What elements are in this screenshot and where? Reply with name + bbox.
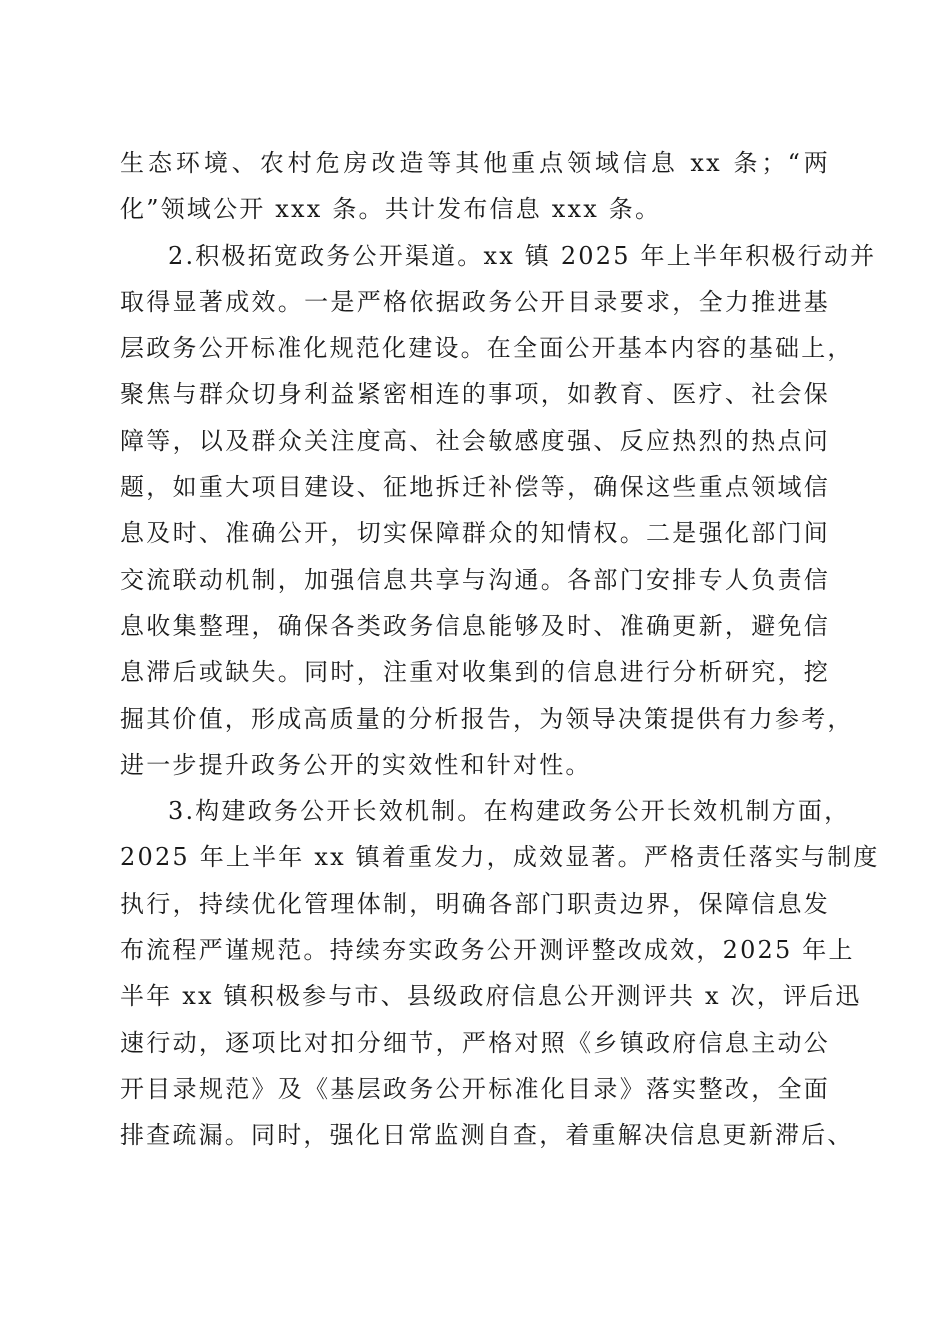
text-line: 速行动，逐项比对扣分细节，严格对照《乡镇政府信息主动公 bbox=[120, 1028, 830, 1057]
text-line: 2.积极拓宽政务公开渠道。xx 镇 2025 年上半年积极行动并 bbox=[168, 241, 877, 270]
text-line: 生态环境、农村危房改造等其他重点领域信息 xx 条；“两 bbox=[120, 149, 830, 177]
text-line: 聚焦与群众切身利益紧密相连的事项，如教育、医疗、社会保 bbox=[120, 380, 830, 409]
text-line: 半年 xx 镇积极参与市、县级政府信息公开测评共 x 次，评后迅 bbox=[120, 982, 862, 1011]
text-line: 息收集整理，确保各类政务信息能够及时、准确更新，避免信 bbox=[120, 611, 830, 640]
text-line: 交流联动机制，加强信息共享与沟通。各部门安排专人负责信 bbox=[120, 565, 830, 594]
text-line: 息滞后或缺失。同时，注重对收集到的信息进行分析研究，挖 bbox=[120, 658, 830, 687]
text-line: 掘其价值，形成高质量的分析报告，为领导决策提供有力参考， bbox=[120, 704, 854, 733]
text-line: 息及时、准确公开，切实保障群众的知情权。二是强化部门间 bbox=[120, 519, 830, 548]
text-line: 2025 年上半年 xx 镇着重发力，成效显著。严格责任落实与制度 bbox=[120, 843, 880, 872]
text-line: 执行，持续优化管理体制，明确各部门职责边界，保障信息发 bbox=[120, 889, 830, 918]
text-line: 排查疏漏。同时，强化日常监测自查，着重解决信息更新滞后、 bbox=[120, 1121, 854, 1150]
text-line: 层政务公开标准化规范化建设。在全面公开基本内容的基础上， bbox=[120, 334, 854, 363]
paragraph-3 bbox=[120, 788, 880, 1158]
text-line: 题，如重大项目建设、征地拆迁补偿等，确保这些重点领域信 bbox=[120, 473, 830, 502]
text-line: 3.构建政务公开长效机制。在构建政务公开长效机制方面， bbox=[168, 797, 851, 826]
paragraph-2 bbox=[120, 233, 877, 789]
text-line: 化”领域公开 xxx 条。共计发布信息 xxx 条。 bbox=[120, 195, 662, 224]
text-line: 障等，以及群众关注度高、社会敏感度强、反应热烈的热点问 bbox=[120, 426, 830, 455]
text-line: 开目录规范》及《基层政务公开标准化目录》落实整改，全面 bbox=[120, 1074, 830, 1103]
document-body bbox=[120, 140, 880, 1159]
text-line: 进一步提升政务公开的实效性和针对性。 bbox=[120, 750, 592, 779]
text-line: 布流程严谨规范。持续夯实政务公开测评整改成效，2025 年上 bbox=[120, 936, 855, 965]
paragraph-1 bbox=[120, 140, 830, 233]
text-line: 取得显著成效。一是严格依据政务公开目录要求，全力推进基 bbox=[120, 287, 830, 316]
